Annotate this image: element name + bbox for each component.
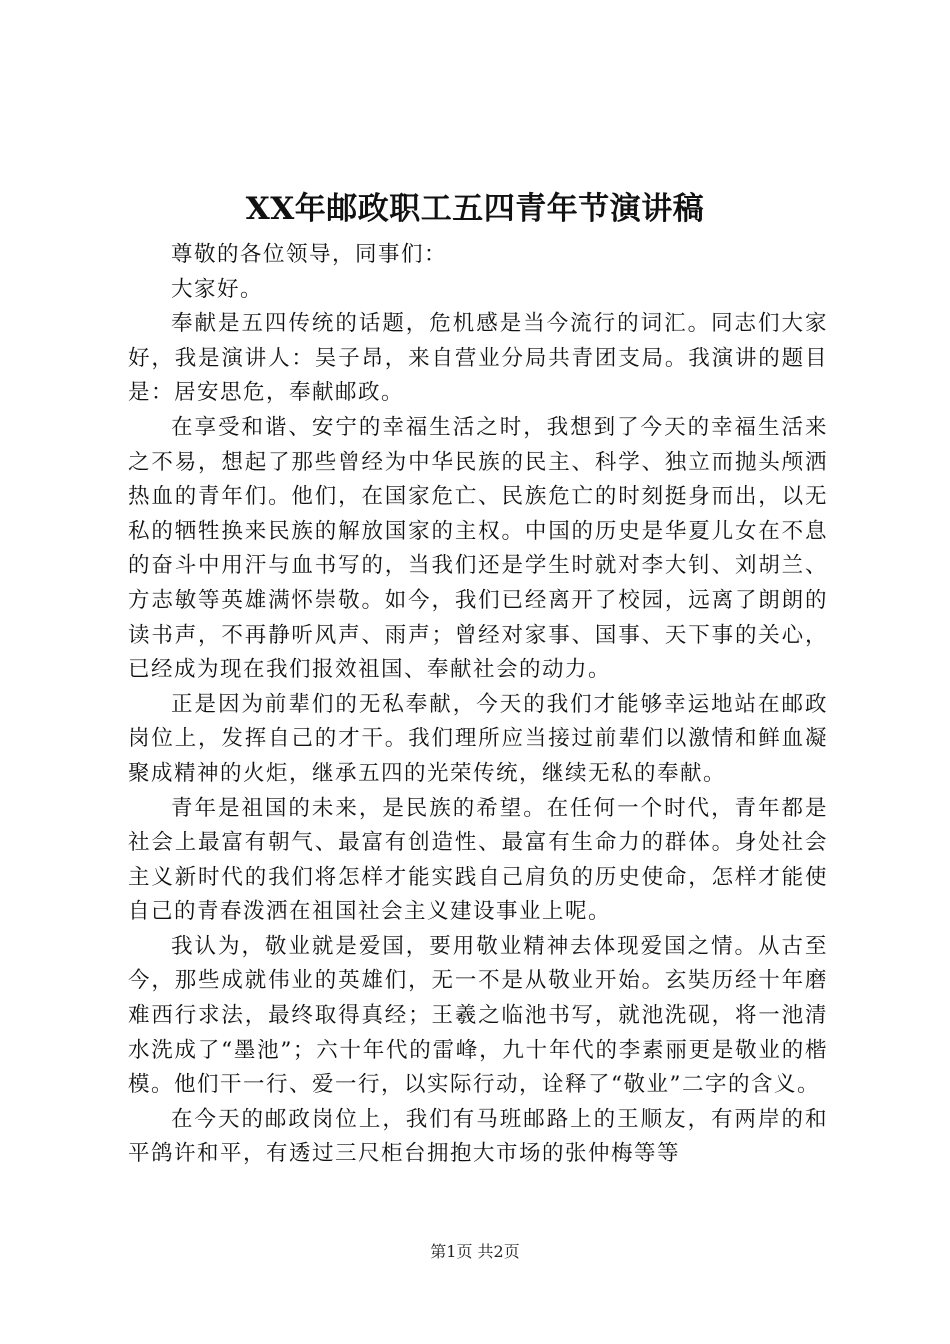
paragraph-salutation: 尊敬的各位领导，同事们： [171, 242, 448, 267]
page-number-footer: 第1页 共2页 [430, 1242, 520, 1261]
paragraph: 奉献是五四传统的话题，危机感是当今流行的词汇。同志们大家好，我是演讲人：吴子昂，来自营业分局共青团支局。我演讲的题目是：居安思危，奉献邮政。 [128, 311, 828, 406]
paragraph: 在今天的邮政岗位上，我们有马班邮路上的王顺友，有两岸的和平鸽许和平，有透过三尺柜台拥抱大市场的张仲梅等等 [128, 1106, 828, 1167]
paragraph: 正是因为前辈们的无私奉献，今天的我们才能够幸运地站在邮政岗位上，发挥自己的才干。我们理所应当接过前辈们以激情和鲜血凝聚成精神的火炬，继承五四的光荣传统，继续无私的奉献。 [128, 691, 828, 786]
paragraph: 我认为，敬业就是爱国，要用敬业精神去体现爱国之情。从古至今，那些成就伟业的英雄们，无一不是从敬业开始。玄奘历经十年磨难西行求法，最终取得真经；王羲之临池书写，就池洗砚，将一池清水洗成了“墨池”；六十年代的雷峰，九十年代的李素丽更是敬业的楷模。他们干一行、爱一行，以实际行动，诠释了“敬业”二字的含义。 [128, 933, 828, 1098]
paragraph: 在享受和谐、安宁的幸福生活之时，我想到了今天的幸福生活来之不易，想起了那些曾经为中华民族的民主、科学、独立而抛头颅洒热血的青年们。他们，在国家危亡、民族危亡的时刻挺身而出，以无私的牺牲换来民族的解放国家的主权。中国的历史是华夏儿女在不息的奋斗中用汗与血书写的，当我们还是学生时就对李大钊、刘胡兰、方志敏等英雄满怀崇敬。如今，我们已经离开了校园，远离了朗朗的读书声，不再静听风声、雨声；曾经对家事、国事、天下事的关心，已经成为现在我们报效祖国、奉献社会的动力。 [128, 414, 828, 683]
paragraph-greeting: 大家好。 [171, 276, 264, 302]
document-body [128, 238, 828, 1172]
document-title: XX年邮政职工五四青年节演讲稿 [245, 191, 705, 227]
paragraph: 青年是祖国的未来，是民族的希望。在任何一个时代，青年都是社会上最富有朝气、最富有创造性、最富有生命力的群体。身处社会主义新时代的我们将怎样才能实践自己肩负的历史使命，怎样才能使自己的青春泼洒在祖国社会主义建设事业上呢。 [128, 795, 828, 925]
